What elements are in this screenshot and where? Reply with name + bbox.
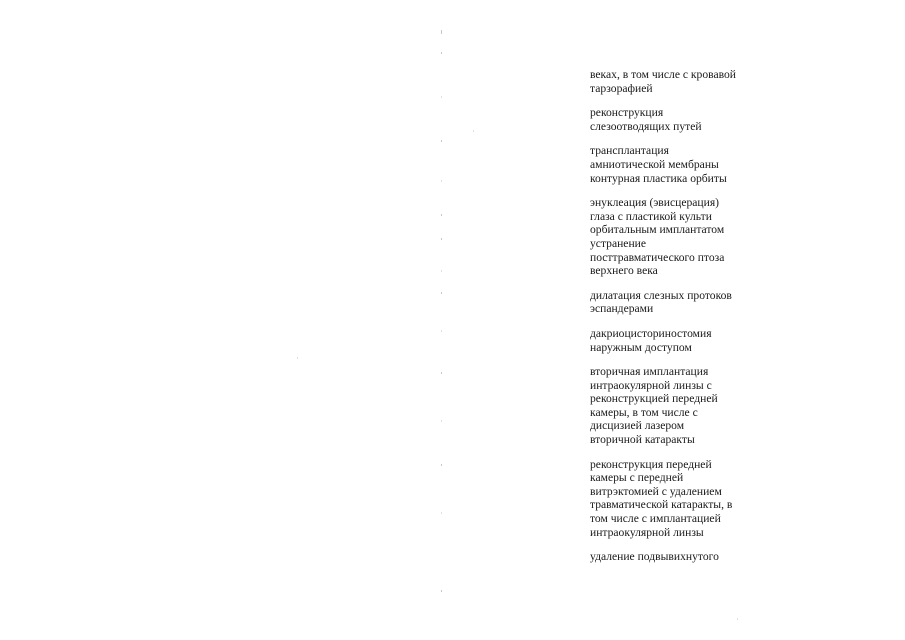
scan-speck: [441, 464, 442, 466]
paragraph: [590, 550, 780, 564]
text-line: наружным доступом: [590, 340, 692, 354]
paragraph: [590, 365, 780, 447]
scan-speck: [441, 512, 442, 514]
text-line: посттравматического птоза: [590, 250, 725, 264]
text-line: реконструкция: [590, 106, 664, 120]
text-line: реконструкцией передней: [590, 392, 718, 406]
scan-speck: [441, 590, 442, 592]
text-line: глаза с пластикой культи: [590, 209, 712, 223]
scan-speck: [441, 238, 442, 240]
paragraph: [590, 289, 780, 316]
scan-speck: [441, 420, 442, 422]
text-line: устранение: [590, 236, 646, 250]
paragraph: [590, 196, 780, 278]
text-line: камеры, в том числе с: [590, 405, 698, 419]
scan-speck: [441, 30, 442, 34]
scan-speck: [441, 180, 442, 182]
text-line: дилатация слезных протоков: [590, 288, 732, 302]
text-line: интраокулярной линзы: [590, 525, 704, 539]
scan-speck: [441, 52, 442, 54]
text-line: дисцизией лазером: [590, 419, 685, 433]
text-line: удаление подвывихнутого: [590, 550, 719, 564]
text-line: энуклеация (эвисцерация): [590, 196, 720, 210]
text-line: веках, в том числе с кровавой: [590, 68, 736, 81]
text-line: амниотической мембраны: [590, 157, 719, 171]
text-line: эспандерами: [590, 302, 654, 316]
text-line: вторичной катаракты: [590, 433, 695, 447]
text-line: дакриоцисториностомия: [590, 326, 712, 340]
paragraph: [590, 458, 780, 540]
text-line: том числе с имплантацией: [590, 512, 721, 526]
text-line: травматической катаракты, в: [590, 498, 733, 512]
scan-speck: [473, 130, 474, 132]
paragraph: [590, 106, 780, 133]
text-line: интраокулярной линзы с: [590, 378, 712, 392]
paragraph: [590, 144, 780, 185]
text-line: верхнего века: [590, 264, 658, 278]
scan-speck: [297, 357, 298, 359]
scan-speck: [441, 270, 442, 272]
text-line: контурная пластика орбиты: [590, 171, 727, 185]
scan-speck: [441, 372, 442, 374]
procedure-text-column: [590, 68, 780, 575]
text-line: витрэктомией с удалением: [590, 484, 722, 498]
text-line: камеры с передней: [590, 471, 684, 485]
scan-speck: [441, 330, 442, 332]
paragraph: [590, 68, 780, 95]
scan-speck: [441, 140, 442, 142]
scan-speck: [441, 292, 442, 294]
scan-speck: [441, 96, 442, 98]
text-line: орбитальным имплантатом: [590, 223, 725, 237]
scan-speck: [737, 618, 738, 620]
text-line: вторичная имплантация: [590, 365, 709, 379]
text-line: реконструкция передней: [590, 457, 712, 471]
text-line: трансплантация: [590, 144, 669, 158]
paragraph: [590, 327, 780, 354]
text-line: слезоотводящих путей: [590, 119, 702, 133]
scan-speck: [441, 214, 442, 216]
text-line: тарзорафией: [590, 81, 653, 95]
